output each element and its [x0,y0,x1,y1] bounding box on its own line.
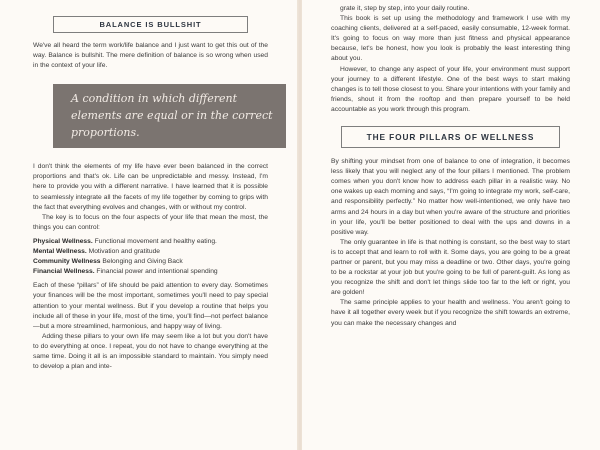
body-paragraph: By shifting your mindset from one of balance to one of integration, it becomes less likely that you will neglect any of the four pillars I mentioned. The problem comes when you don't know how to address each pillar in a realistic way. No one wakes up each morning and says, “I'm going to integrate my work, self-care, and responsibility perfectly.” No matter how well-intentioned, we only have two arms and 24 hours in a day but when you're aware of the structure and priorities in your life, you'll be better positioned to deal with the ups and downs in a positive way. [331,158,570,236]
body-paragraph: The same principle applies to your health and wellness. You aren't going to have it all together every week but if you recognize the shift towards an extreme, you can make the necessary changes and [331,299,570,327]
pillar-item [33,237,268,247]
intro-paragraph: We've all heard the term work/life balance and I just want to get this out of the way. Balance is bullshit. The mere definition of balance is so wrong when used in the context of your life. [33,42,268,70]
left-page [0,0,298,450]
pillar-name: Physical Wellness. [33,237,93,245]
pull-quote: A condition in which different elements are equal or in the correct proportions. [53,84,286,148]
body-paragraph: However, to change any aspect of your life, your environment must support your journey to a different lifestyle. One of the best ways to start making changes is to tell those closest to you. Share your intentions with your family and friends, shout it from the rooftop and then prepare yourself to be held accountable as you work through this program. [331,65,570,113]
body-paragraph: Each of these “pillars” of life should be paid attention to every day. Sometimes your finances will be the most important, sometimes you'll need to pay special attention to your mental wellness. But if you develop a routine that helps you include all of these in your life, most of the time, you'll find—not perfect balance—but a more streamlined, harmonious, and happy way of living. [33,282,268,330]
pillar-desc: Functional movement and healthy eating. [92,237,217,245]
body-paragraph: This book is set up using the methodology and framework I use with my coaching clients, delivered at a self-paced, easily consumable, 12-week format. It's going to focus on way more than just fitness and physical appearance because, let's be honest, how you look is probably the least interesting thing about you. [331,15,570,63]
pillar-desc: Motivation and gratitude [86,248,161,256]
body-paragraph: I don't think the elements of my life have ever been balanced in the correct proportions and that's ok. Life can be unpredictable and messy. Instead, I'm here to provide you with a different narrative. I have learned that it is possible to seamlessly integrate all the facets of my life together by coming to grips with the fact that everything evolves and changes, with or without my control. [33,163,268,211]
pillar-desc: Financial power and intentional spending [94,268,218,276]
pillars-list [33,237,268,277]
body-paragraph: grate it, step by step, into your daily routine. [340,5,470,12]
section-heading-balance: BALANCE IS BULLSHIT [53,16,248,33]
body-paragraph: Adding these pillars to your own life may seem like a lot but you don't have to do everything at once. I repeat, you do not have to change everything at the same time. Doing it all is an impossible standard to maintain. You simply need to develop a plan and inte- [33,332,268,371]
pillar-item [33,267,268,277]
pillar-name: Mental Wellness. [33,248,87,256]
body-paragraph: The key is to focus on the four aspects of your life that mean the most, the things you can control: [33,213,268,231]
right-page [302,0,600,450]
section-heading-pillars: THE FOUR PILLARS OF WELLNESS [341,126,560,148]
pillar-item [33,257,268,267]
pillar-desc: Belonging and Giving Back [100,258,183,266]
pillar-name: Financial Wellness. [33,268,95,276]
pillar-name: Community Wellness [33,258,101,266]
body-paragraph: The only guarantee in life is that nothing is constant, so the best way to start is to accept that and learn to roll with it. Some days, you are going to be a great partner or parent, but you may miss a deadline or two. Other days, you're going to be a rockstar at your job but you're going to be full of parent-guilt. As long as you recognize the shift and don't let things slide too far to the left or right, you are golden! [331,238,570,297]
pillar-item [33,247,268,257]
